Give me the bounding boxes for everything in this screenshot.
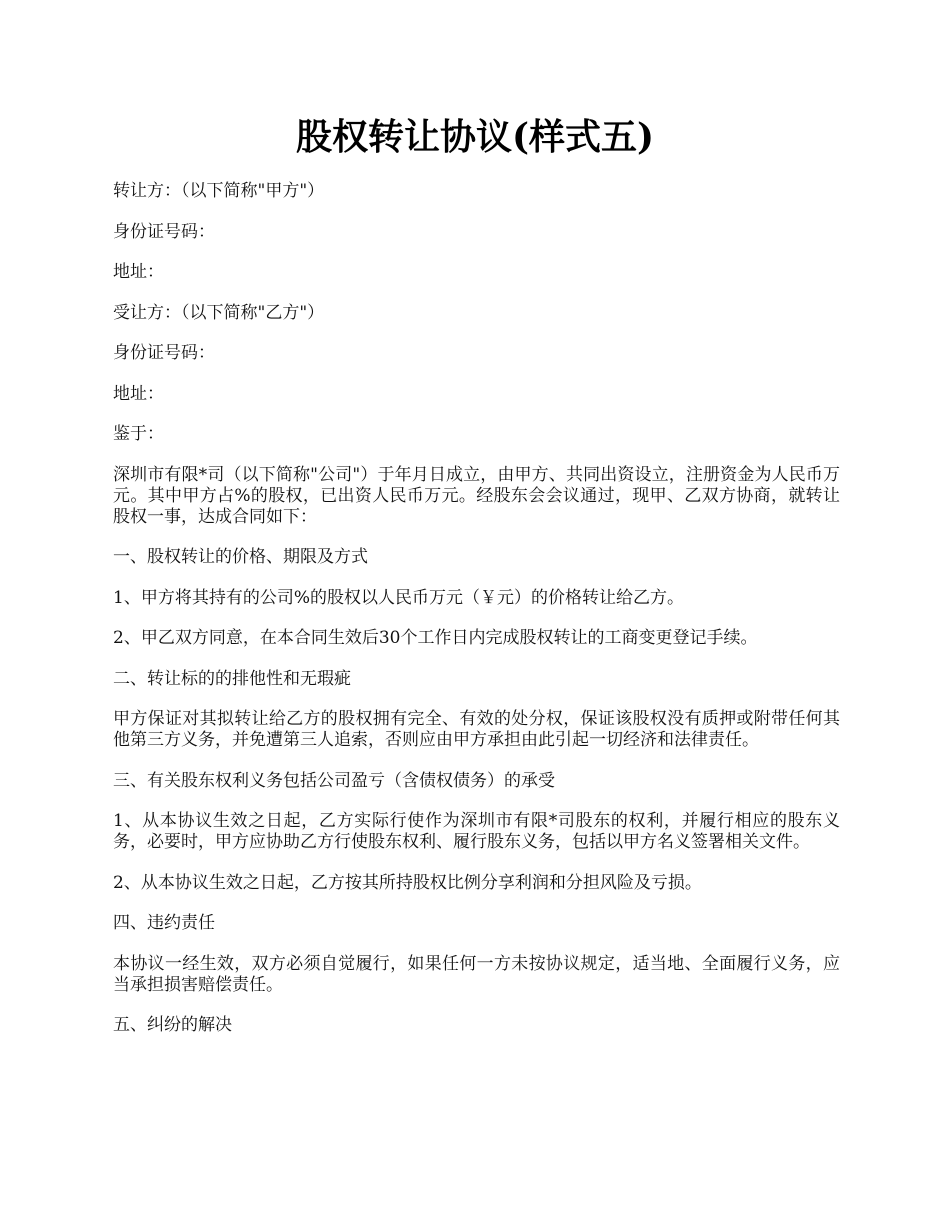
transferee-address-line: 地址： [113, 383, 164, 404]
section-5-heading: 五、纠纷的解决 [113, 1015, 232, 1035]
section-4-heading: 四、违约责任 [113, 913, 215, 933]
recital-paragraph: 深圳市有限*司（以下简称"公司"）于年月日成立，由甲方、共同出资设立，注册资金为人民币万元。其中甲方占%的股权，已出资人民币万元。经股东会会议通过，现甲、乙双方协商，就转让股权一事，达成合同如下： [113, 464, 840, 527]
whereas-heading: 鉴于： [113, 424, 164, 444]
section-2-heading: 二、转让标的的排他性和无瑕疵 [113, 668, 351, 689]
section-1-clause-1: 1、甲方将其持有的公司%的股权以人民币万元（￥元）的价格转让给乙方。 [113, 587, 684, 608]
transferor-id-line: 身份证号码： [113, 221, 215, 242]
section-3-clause-1: 1、从本协议生效之日起，乙方实际行使作为深圳市有限*司股东的权利，并履行相应的股东义务，必要时，甲方应协助乙方行使股东权利、履行股东义务，包括以甲方名义签署相关文件。 [113, 811, 840, 852]
section-4-paragraph: 本协议一经生效，双方必须自觉履行，如果任何一方未按协议规定，适当地、全面履行义务，应当承担损害赔偿责任。 [113, 953, 840, 995]
transferor-line: 转让方：（以下简称"甲方"） [113, 181, 325, 201]
document-title: 股权转让协议(样式五) [295, 116, 655, 158]
section-1-clause-2: 2、甲乙双方同意，在本合同生效后30个工作日内完成股权转让的工商变更登记手续。 [113, 628, 758, 648]
document-body [113, 181, 840, 1056]
section-2-paragraph: 甲方保证对其拟转让给乙方的股权拥有完全、有效的处分权，保证该股权没有质押或附带任何其他第三方义务，并免遭第三人追索，否则应由甲方承担由此引起一切经济和法律责任。 [113, 709, 840, 750]
transferor-address-line: 地址： [113, 262, 164, 282]
section-1-heading: 一、股权转让的价格、期限及方式 [113, 547, 368, 567]
section-3-clause-2: 2、从本协议生效之日起，乙方按其所持股权比例分享利润和分担风险及亏损。 [113, 872, 702, 893]
transferee-line: 受让方：（以下简称"乙方"） [113, 302, 325, 323]
section-3-heading: 三、有关股东权利义务包括公司盈亏（含债权债务）的承受 [113, 770, 555, 791]
transferee-id-line: 身份证号码： [113, 343, 215, 363]
